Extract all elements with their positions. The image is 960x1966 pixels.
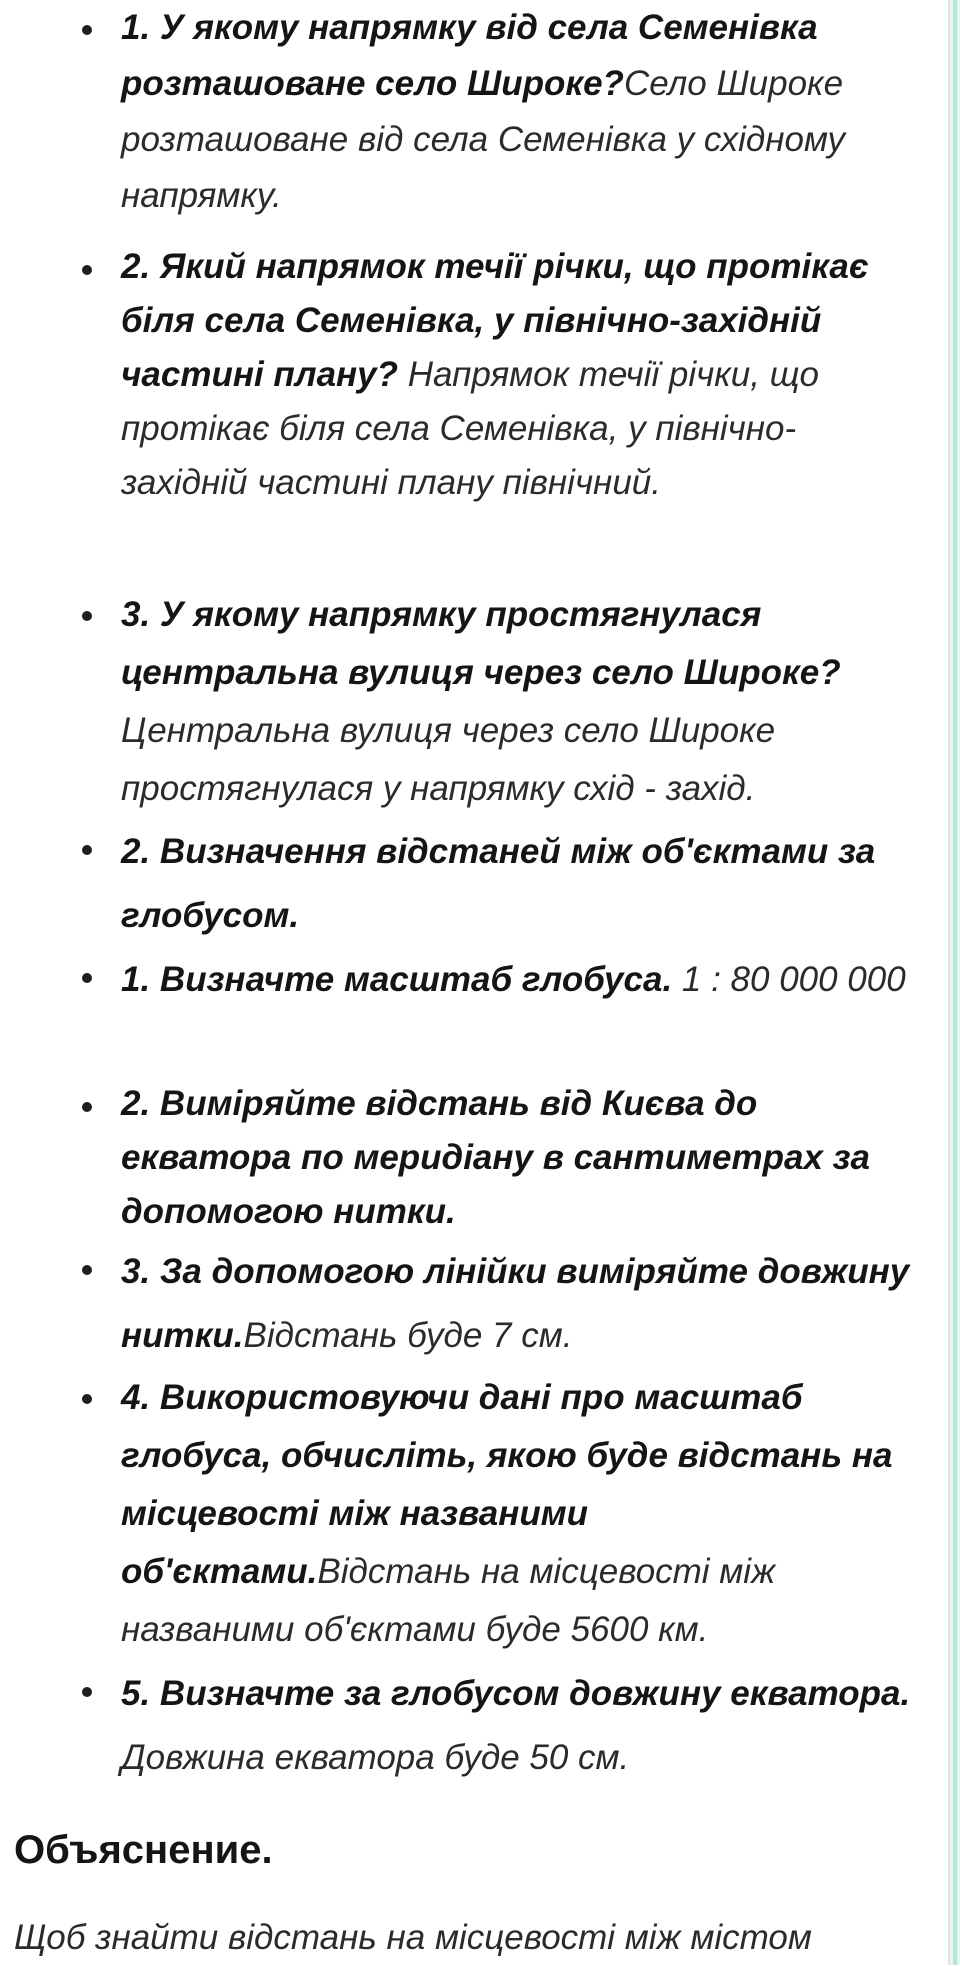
answer-text: 1 : 80 000 000 [672,960,906,999]
bullet-icon [82,973,92,983]
bullet-icon [82,1394,92,1404]
bullet-icon [82,845,92,855]
answer-text: Відстань на місцевості між названими об'єктами буде 5600 км. [121,1552,776,1649]
bullet-icon [82,265,92,275]
bullet-icon [82,25,92,35]
list-item [0,1662,930,1790]
question-text: 4. Використовуючи дані про масштаб глобуса, обчисліть, якою буде відстань на місцевості між названими об'єктами. [121,1378,893,1591]
question-text: 2. Який напрямок течії річки, що протікає біля села Семенівка, у північно-західній частині плану? [121,247,869,394]
answer-text: Село Широке розташоване від села Семенівка у східному напрямку. [121,64,846,215]
list-item [0,1369,930,1659]
answer-text: Напрямок течії річки, що протікає біля села Семенівка, у північно-західній частині плану північний. [121,355,819,502]
question-text: 5. Визначте за глобусом довжину екватора. [121,1674,911,1713]
bullet-icon [82,1265,92,1275]
list-item [0,1077,930,1239]
list-item [0,0,930,224]
question-text: 3. У якому напрямку простягнулася центральна вулиця через село Широке? [121,595,841,692]
scrollbar-track[interactable] [948,0,960,1965]
question-text: 2. Виміряйте відстань від Києва до екватора по меридіану в сантиметрах за допомогою нитки. [121,1084,870,1231]
question-text: 3. За допомогою лінійки виміряйте довжину нитки. [121,1252,910,1355]
explanation-text: Щоб знайти відстань на місцевості між містом [14,1918,812,1957]
list-item [0,240,930,510]
answer-text: Центральна вулиця через село Широке простягнулася у напрямку схід - захід. [121,711,776,808]
question-text: 2. Визначення відстаней між об'єктами за глобусом. [121,832,876,935]
question-text: 1. У якому напрямку від села Семенівка розташоване село Широке? [121,8,818,103]
bullet-icon [82,1102,92,1112]
scrollbar-accent [953,0,957,1965]
list-item [0,948,930,1012]
list-item [0,586,930,818]
list-item [0,820,930,948]
bullet-icon [82,611,92,621]
question-text: 1. Визначте масштаб глобуса. [121,960,673,999]
explanation-heading: Объяснение. [14,1828,273,1872]
answer-text: Довжина екватора буде 50 см. [121,1738,630,1777]
answer-text: Відстань буде 7 см. [243,1316,573,1355]
bullet-icon [82,1687,92,1697]
list-item [0,1240,930,1368]
